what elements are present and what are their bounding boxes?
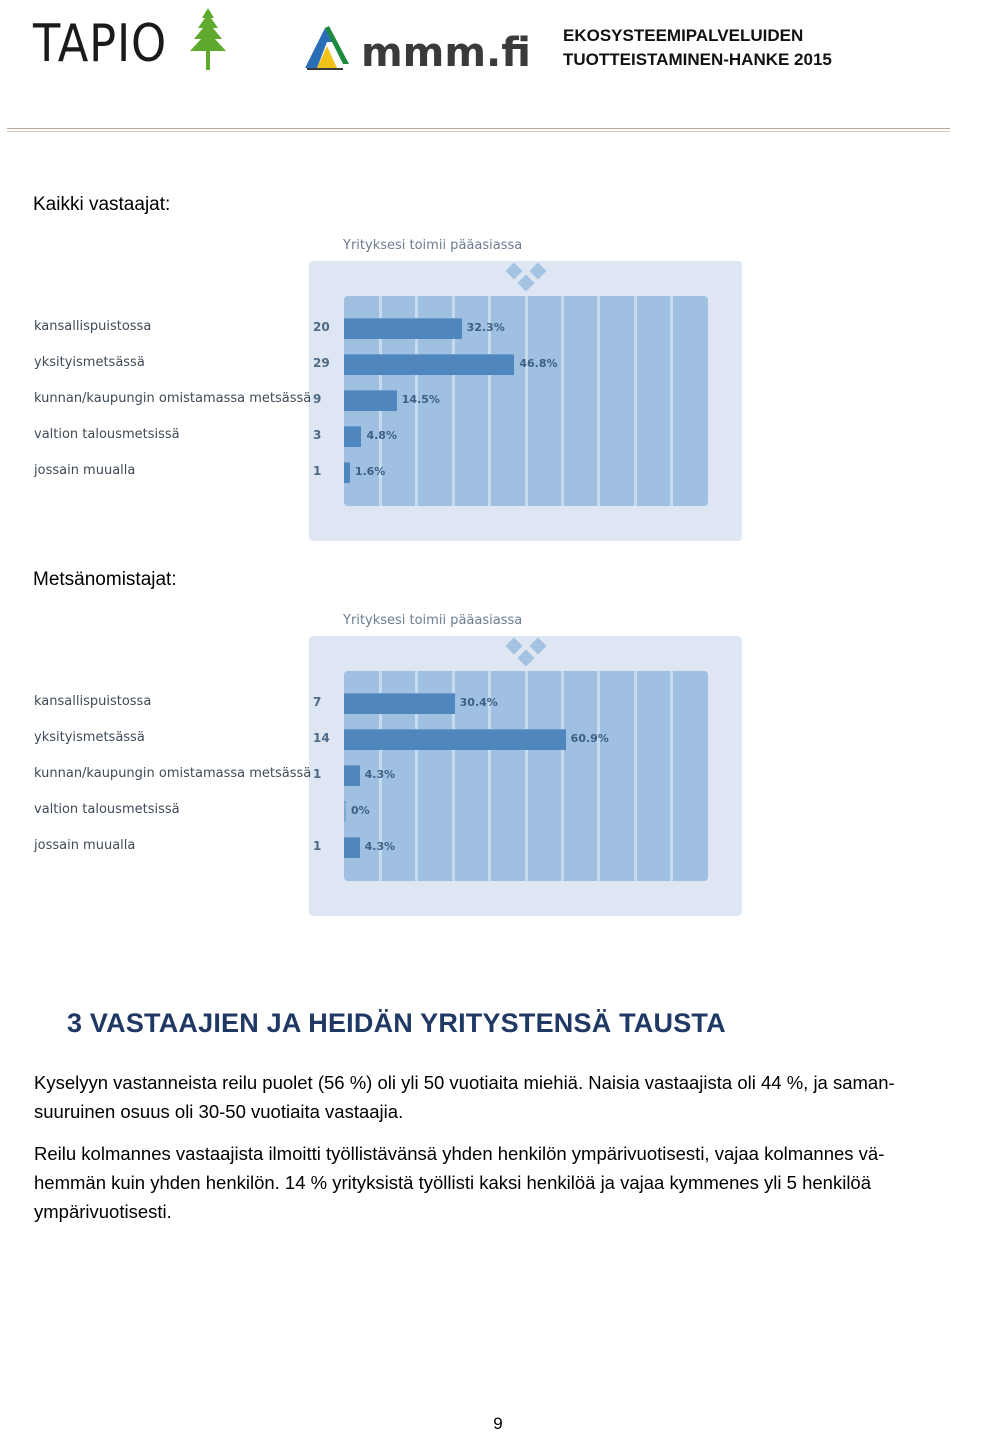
paragraph-2 (34, 1139, 956, 1226)
count-label: 20 (313, 320, 330, 334)
percent-label: 1.6% (354, 465, 386, 478)
data-bar (344, 354, 514, 375)
percent-label: 4.8% (366, 429, 397, 442)
percent-label: 14.5% (401, 393, 440, 406)
paragraph-1 (34, 1068, 956, 1126)
gridline (670, 296, 673, 506)
count-label: 1 (313, 839, 322, 853)
data-bar (344, 390, 397, 411)
paragraph-line: ympärivuotisesti. (34, 1201, 172, 1222)
count-label: 29 (313, 356, 330, 370)
count-label: 7 (313, 695, 322, 709)
category-label: jossain muualla (34, 838, 136, 853)
paragraph-line: suuruinen osuus oli 30-50 vuotiaita vastaajia. (34, 1101, 404, 1122)
header-title-line2: TUOTTEISTAMINEN-HANKE 2015 (563, 50, 832, 69)
percent-label: 4.3% (364, 768, 396, 781)
tree-logo-icon (186, 8, 230, 70)
gridline (597, 296, 600, 506)
category-label: kunnan/kaupungin omistamassa metsässä (34, 391, 312, 406)
data-bar (344, 837, 360, 858)
category-label: kunnan/kaupungin omistamassa metsässä (34, 766, 312, 781)
gridline (525, 671, 528, 881)
category-label: valtion talousmetsissä (34, 802, 180, 817)
page-number: 9 (493, 1414, 503, 1433)
data-bar (344, 462, 350, 483)
header-title (563, 24, 832, 72)
category-label: kansallispuistossa (34, 319, 152, 334)
count-label: 14 (313, 731, 330, 745)
tapio-logo: TAPIO (33, 14, 168, 74)
count-label: 1 (313, 464, 322, 478)
paragraph-line: Kyselyyn vastanneista reilu puolet (56 %) oli yli 50 vuotiaita miehiä. Naisia vastaajista oli 44 %, ja saman- (34, 1072, 895, 1093)
paragraph-line: hemmän kuin yhden henkilön. 14 % yrityksistä työllisti kaksi henkilöä ja vajaa kymmenes yli 5 henkilöä (34, 1172, 872, 1193)
category-label: kansallispuistossa (34, 694, 152, 709)
count-label: 9 (313, 392, 322, 406)
gridline (670, 671, 673, 881)
caption-forest-owners: Metsänomistajat: (33, 569, 177, 590)
category-label: jossain muualla (34, 463, 136, 478)
chart-forest-owners (0, 613, 960, 923)
chart-all-respondents (0, 238, 960, 548)
count-label: 1 (313, 767, 322, 781)
header-divider-2 (7, 131, 950, 132)
category-label: valtion talousmetsissä (34, 427, 180, 442)
gridline (561, 296, 564, 506)
percent-label: 0% (351, 804, 370, 817)
data-bar (344, 318, 462, 339)
paragraph-line: Reilu kolmannes vastaajista ilmoitti työllistävänsä yhden henkilön ympärivuotisesti, vajaa kolmannes vä- (34, 1143, 885, 1164)
gridline (525, 296, 528, 506)
header-divider (7, 128, 950, 129)
percent-label: 4.3% (364, 840, 396, 853)
data-bar (344, 765, 360, 786)
percent-label: 30.4% (459, 696, 498, 709)
mmm-logo-text: mmm.fi (361, 30, 531, 76)
chart-title: Yrityksesi toimii pääasiassa (343, 613, 523, 628)
data-bar (344, 801, 346, 822)
section-heading: 3 VASTAAJIEN JA HEIDÄN YRITYSTENSÄ TAUSTA (67, 1008, 726, 1038)
category-label: yksityismetsässä (34, 355, 145, 370)
mmm-logo (303, 24, 531, 76)
gridline (597, 671, 600, 881)
chart-title: Yrityksesi toimii pääasiassa (343, 238, 523, 253)
data-bar (344, 729, 566, 750)
gridline (634, 671, 637, 881)
caption-all-respondents: Kaikki vastaajat: (33, 194, 171, 215)
gridline (634, 296, 637, 506)
header-title-line1: EKOSYSTEEMIPALVELUIDEN (563, 26, 804, 45)
percent-label: 32.3% (466, 321, 505, 334)
data-bar (344, 693, 455, 714)
percent-label: 46.8% (519, 357, 558, 370)
category-label: yksityismetsässä (34, 730, 145, 745)
count-label: 3 (313, 428, 322, 442)
percent-label: 60.9% (570, 732, 609, 745)
gridline (561, 671, 564, 881)
data-bar (344, 426, 361, 447)
